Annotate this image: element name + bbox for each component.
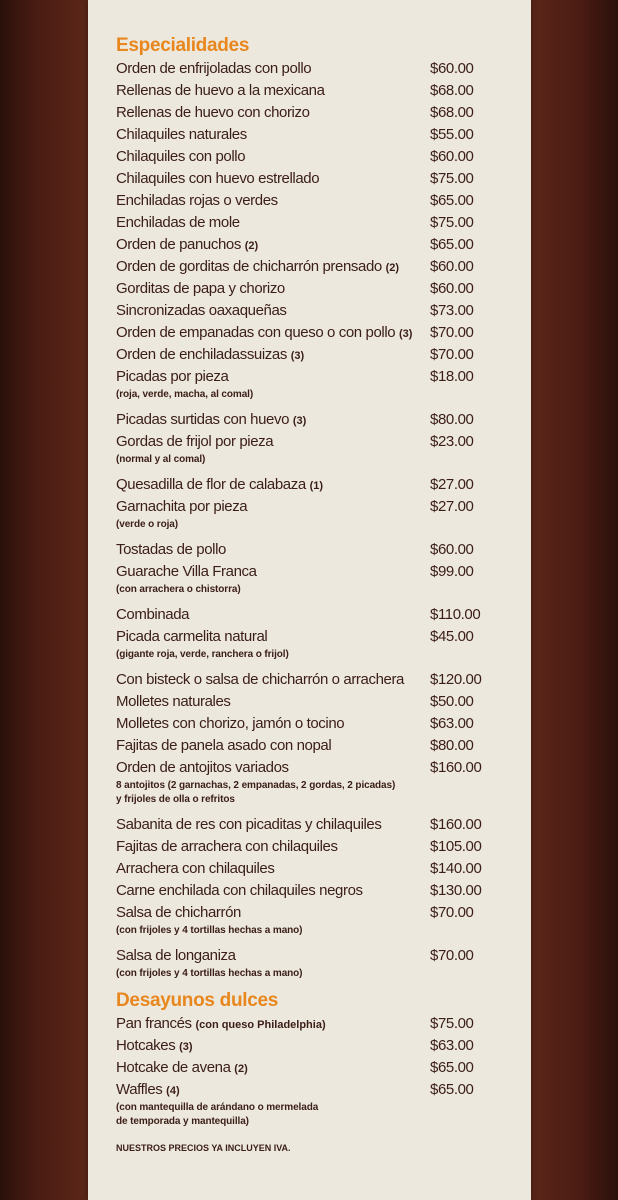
menu-item <box>116 474 516 496</box>
item-name: Orden de enfrijoladas con pollo <box>116 60 312 77</box>
item-price: $75.00 <box>430 170 474 187</box>
item-name: Orden de panuchos <box>116 236 241 253</box>
item-price: $60.00 <box>430 280 474 297</box>
item-name-group <box>116 604 189 626</box>
item-price: $130.00 <box>430 882 482 899</box>
item-price: $45.00 <box>430 628 474 645</box>
menu-item-row <box>116 102 516 124</box>
item-price: $70.00 <box>430 324 474 341</box>
menu-item-row <box>116 1013 516 1035</box>
item-name: Chilaquiles naturales <box>116 126 247 143</box>
item-name: Orden de enchiladassuizas <box>116 346 287 363</box>
item-name-group <box>116 814 381 836</box>
menu-item-row <box>116 409 516 431</box>
menu-item <box>116 626 516 662</box>
menu-item <box>116 757 516 807</box>
item-price: $63.00 <box>430 1037 474 1054</box>
item-name: Pan francés <box>116 1015 192 1032</box>
menu-item-row <box>116 474 516 496</box>
item-price: $160.00 <box>430 816 482 833</box>
item-price: $23.00 <box>430 433 474 450</box>
menu-item-row <box>116 80 516 102</box>
item-note: (con frijoles y 4 tortillas hechas a mano) <box>116 968 303 979</box>
item-name: Molletes con chorizo, jamón o tocino <box>116 715 345 732</box>
item-name-group <box>116 146 245 168</box>
menu-item-row <box>116 902 516 924</box>
item-name-group <box>116 902 241 924</box>
item-name-group <box>116 561 257 583</box>
menu-item <box>116 814 516 836</box>
item-name-group <box>116 234 258 257</box>
item-name: Sabanita de res con picaditas y chilaquiles <box>116 816 382 833</box>
item-name: Orden de empanadas con queso o con pollo <box>116 324 396 341</box>
menu-item-row <box>116 880 516 902</box>
item-price: $65.00 <box>430 192 474 209</box>
menu-item-row <box>116 691 516 713</box>
menu-item <box>116 1013 516 1035</box>
item-note: (con arrachera o chistorra) <box>116 584 241 595</box>
item-name-group <box>116 474 323 497</box>
item-price: $80.00 <box>430 737 474 754</box>
item-name: Enchiladas de mole <box>116 214 240 231</box>
item-price: $65.00 <box>430 1059 474 1076</box>
item-name-group <box>116 539 226 561</box>
menu-item <box>116 344 516 366</box>
item-note: (verde o roja) <box>116 519 178 530</box>
item-name: Molletes naturales <box>116 693 231 710</box>
item-price: $160.00 <box>430 759 482 776</box>
item-note: (roja, verde, macha, al comal) <box>116 389 254 400</box>
item-price: $68.00 <box>430 82 474 99</box>
menu-item-row <box>116 234 516 256</box>
item-name: Chilaquiles con huevo estrellado <box>116 170 320 187</box>
menu-item <box>116 102 516 124</box>
menu-content <box>116 34 516 1153</box>
item-name: Hotcake de avena <box>116 1059 231 1076</box>
menu-item-row <box>116 124 516 146</box>
item-name-group <box>116 102 310 124</box>
menu-item-row <box>116 669 516 691</box>
menu-item <box>116 880 516 902</box>
item-name-group <box>116 691 231 713</box>
item-quantity: (3) <box>292 415 307 427</box>
menu-item-row <box>116 1057 516 1079</box>
item-name-group <box>116 1013 326 1036</box>
item-price: $110.00 <box>430 606 481 623</box>
menu-item <box>116 212 516 234</box>
item-quantity: (2) <box>385 262 400 274</box>
item-name-group <box>116 669 404 691</box>
item-price: $68.00 <box>430 104 474 121</box>
menu-item-row <box>116 735 516 757</box>
item-price: $27.00 <box>430 476 474 493</box>
item-price: $70.00 <box>430 904 474 921</box>
item-quantity: (3) <box>399 328 413 340</box>
item-name-group <box>116 80 325 102</box>
item-name-group <box>116 1079 180 1102</box>
item-price: $99.00 <box>430 563 474 580</box>
item-price: $70.00 <box>430 346 474 363</box>
menu-item <box>116 945 516 981</box>
menu-item <box>116 80 516 102</box>
item-note: (con mantequilla de arándano o mermelada de temporada y mantequilla) <box>116 1102 319 1127</box>
menu-item-row <box>116 58 516 80</box>
menu-item-row <box>116 604 516 626</box>
menu-item-row <box>116 757 516 779</box>
item-note: (normal y al comal) <box>116 454 206 465</box>
menu-item-row <box>116 300 516 322</box>
item-name: Orden de gorditas de chicharrón prensado <box>116 258 382 275</box>
menu-item-row <box>116 1035 516 1057</box>
menu-item <box>116 409 516 431</box>
menu-item <box>116 561 516 597</box>
item-name: Picadas por pieza <box>116 368 229 385</box>
menu-item <box>116 539 516 561</box>
item-price: $105.00 <box>430 838 482 855</box>
item-price: $140.00 <box>430 860 482 877</box>
item-name: Garnachita por pieza <box>116 498 248 515</box>
item-name: Quesadilla de flor de calabaza <box>116 476 306 493</box>
item-name: Picadas surtidas con huevo <box>116 411 290 428</box>
item-name: Rellenas de huevo con chorizo <box>116 104 310 121</box>
item-quantity: (4) <box>166 1085 180 1097</box>
item-price: $75.00 <box>430 214 474 231</box>
menu-item <box>116 1079 516 1129</box>
menu-item <box>116 836 516 858</box>
item-quantity: (con queso Philadelphia) <box>195 1019 326 1031</box>
item-price: $55.00 <box>430 126 474 143</box>
item-price: $60.00 <box>430 258 474 275</box>
item-price: $120.00 <box>430 671 482 688</box>
menu-item-row <box>116 431 516 453</box>
item-name-group <box>116 58 311 80</box>
menu-item-row <box>116 168 516 190</box>
menu-item <box>116 168 516 190</box>
menu-item <box>116 902 516 938</box>
menu-item <box>116 366 516 402</box>
item-price: $50.00 <box>430 693 474 710</box>
item-quantity: (1) <box>309 480 324 492</box>
item-quantity: (2) <box>234 1063 248 1075</box>
menu-item <box>116 256 516 278</box>
menu-item <box>116 278 516 300</box>
menu-item <box>116 496 516 532</box>
item-name-group <box>116 1035 193 1058</box>
item-name-group <box>116 256 399 279</box>
item-name: Salsa de chicharrón <box>116 904 241 921</box>
menu-item <box>116 234 516 256</box>
item-price: $73.00 <box>430 302 474 319</box>
menu-item <box>116 58 516 80</box>
item-price: $27.00 <box>430 498 474 515</box>
menu-item <box>116 124 516 146</box>
item-name-group <box>116 300 287 322</box>
item-quantity: (3) <box>290 350 305 362</box>
item-name: Chilaquiles con pollo <box>116 148 246 165</box>
menu-item-row <box>116 190 516 212</box>
item-name-group <box>116 409 306 432</box>
menu-item <box>116 300 516 322</box>
item-name: Arrachera con chilaquiles <box>116 860 275 877</box>
item-name: Tostadas de pollo <box>116 541 226 558</box>
item-name-group <box>116 757 289 779</box>
item-name: Hotcakes <box>116 1037 176 1054</box>
item-name-group <box>116 278 285 300</box>
item-name-group <box>116 858 274 880</box>
menu-item <box>116 735 516 757</box>
item-name: Gorditas de papa y chorizo <box>116 280 285 297</box>
menu-list <box>116 58 516 981</box>
menu-item-row <box>116 626 516 648</box>
item-quantity: (3) <box>179 1041 193 1053</box>
item-price: $65.00 <box>430 236 474 253</box>
item-name-group <box>116 212 240 234</box>
item-name: Fajitas de arrachera con chilaquiles <box>116 838 338 855</box>
menu-item-row <box>116 366 516 388</box>
item-name: Waffles <box>116 1081 163 1098</box>
menu-item-row <box>116 256 516 278</box>
item-price: $75.00 <box>430 1015 474 1032</box>
item-price: $60.00 <box>430 541 474 558</box>
item-name: Enchiladas rojas o verdes <box>116 192 278 209</box>
menu-item <box>116 858 516 880</box>
item-name-group <box>116 322 412 345</box>
menu-item-row <box>116 212 516 234</box>
menu-item <box>116 1035 516 1057</box>
menu-list <box>116 1013 516 1129</box>
item-name: Picada carmelita natural <box>116 628 268 645</box>
menu-item <box>116 322 516 344</box>
item-name-group <box>116 713 344 735</box>
item-name: Gordas de frijol por pieza <box>116 433 274 450</box>
menu-item <box>116 190 516 212</box>
item-name-group <box>116 945 236 967</box>
item-name: Orden de antojitos variados <box>116 759 289 776</box>
menu-item-row <box>116 278 516 300</box>
item-name-group <box>116 366 228 388</box>
item-price: $70.00 <box>430 947 474 964</box>
menu-item-row <box>116 836 516 858</box>
menu-item-row <box>116 539 516 561</box>
item-price: $63.00 <box>430 715 474 732</box>
item-name: Guarache Villa Franca <box>116 563 257 580</box>
item-name: Fajitas de panela asado con nopal <box>116 737 332 754</box>
item-price: $18.00 <box>430 368 474 385</box>
item-note: (gigante roja, verde, ranchera o frijol) <box>116 649 289 660</box>
item-name-group <box>116 168 319 190</box>
item-name-group <box>116 124 247 146</box>
item-name-group <box>116 344 304 367</box>
item-name-group <box>116 626 267 648</box>
section-title: Especialidades <box>116 35 250 56</box>
menu-item <box>116 669 516 691</box>
menu-item-row <box>116 945 516 967</box>
item-name-group <box>116 190 278 212</box>
item-name-group <box>116 735 331 757</box>
item-price: $65.00 <box>430 1081 474 1098</box>
item-name-group <box>116 880 363 902</box>
section-title: Desayunos dulces <box>116 990 279 1011</box>
item-name-group <box>116 1057 248 1080</box>
item-note: 8 antojitos (2 garnachas, 2 empanadas, 2 gordas, 2 picadas) y frijoles de olla o refritos <box>116 780 396 805</box>
menu-item-row <box>116 561 516 583</box>
item-name: Combinada <box>116 606 190 623</box>
item-name: Carne enchilada con chilaquiles negros <box>116 882 363 899</box>
item-name-group <box>116 836 338 858</box>
menu-item-row <box>116 858 516 880</box>
menu-item <box>116 713 516 735</box>
item-name: Con bisteck o salsa de chicharrón o arrachera <box>116 671 404 688</box>
item-note: (con frijoles y 4 tortillas hechas a mano) <box>116 925 303 936</box>
item-name: Rellenas de huevo a la mexicana <box>116 82 325 99</box>
menu-item-row <box>116 713 516 735</box>
tax-disclaimer: NUESTROS PRECIOS YA INCLUYEN IVA. <box>116 1143 291 1153</box>
item-price: $60.00 <box>430 148 474 165</box>
item-price: $80.00 <box>430 411 474 428</box>
item-name-group <box>116 431 273 453</box>
menu-item-row <box>116 1079 516 1101</box>
item-name: Sincronizadas oaxaqueñas <box>116 302 287 319</box>
menu-item <box>116 146 516 168</box>
item-quantity: (2) <box>244 240 259 252</box>
menu-page <box>88 0 531 1200</box>
menu-item-row <box>116 496 516 518</box>
menu-item-row <box>116 814 516 836</box>
menu-item <box>116 604 516 626</box>
menu-item <box>116 691 516 713</box>
menu-item-row <box>116 146 516 168</box>
item-name: Salsa de longaniza <box>116 947 236 964</box>
menu-item-row <box>116 344 516 366</box>
item-price: $60.00 <box>430 60 474 77</box>
menu-item-row <box>116 322 516 344</box>
menu-item <box>116 1057 516 1079</box>
item-name-group <box>116 496 247 518</box>
menu-item <box>116 431 516 467</box>
